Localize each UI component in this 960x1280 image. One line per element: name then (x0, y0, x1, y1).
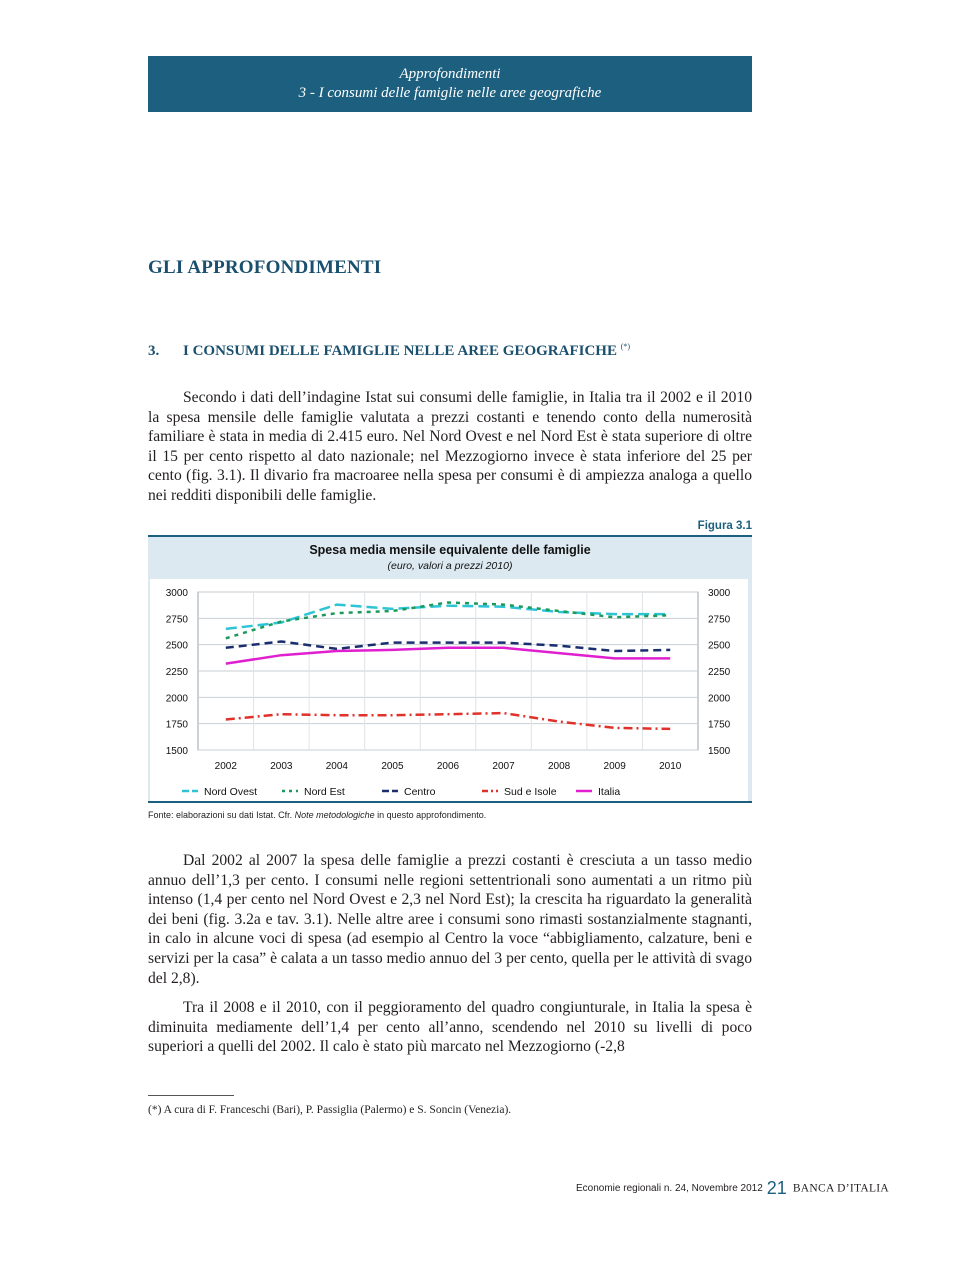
page-footer (576, 1178, 889, 1199)
chart-area (150, 579, 748, 801)
figure-source-italic[interactable]: Note metodologiche (294, 810, 375, 820)
y-tick-label-right: 2750 (708, 614, 731, 626)
legend-label: Nord Est (304, 786, 345, 798)
paragraph-2-text: Dal 2002 al 2007 la spesa delle famiglie a prezzi costanti è cresciuta a un tasso medio annuo dell’1,3 per cento. I consumi nelle regioni settentrionali sono aumentati a un ritmo più intenso (1,4 per cento nel Nord Ovest e 2,3 nel Nord Est); la crescita ha riguardato la generalità dei beni (fig. 3.2a e tav. 3.1). Nelle altre aree i consumi sono rimasti sostanzialmente stagnanti, in calo in alcune voci di spesa (ad esempio al Centro la voce “abbigliamento, calzature, beni e servizi per la casa” è calata a un tasso medio annuo del 3 per cento, quella per le attività di svago del 2,8). (148, 852, 753, 987)
footnote: (*) A cura di F. Franceschi (Bari), P. Passiglia (Palermo) e S. Soncin (Venezia). (148, 1104, 512, 1116)
running-header-line1: Approfondimenti (399, 66, 501, 82)
figure-label: Figura 3.1 (697, 520, 752, 532)
paragraph-3-text: Tra il 2008 e il 2010, con il peggioramento del quadro congiunturale, in Italia la spesa è diminuita mediamente dell’1,4 per cento all’anno, scendendo nel 2010 su livelli di poco superiori a quelli del 2002. Il calo è stato più marcato nel Mezzogiorno (-2,8 (148, 999, 752, 1056)
chapter-title-text: I CONSUMI DELLE FAMIGLIE NELLE AREE GEOGRAFICHE (183, 343, 617, 359)
x-tick-label: 2007 (492, 761, 515, 772)
y-tick-label-left: 2500 (165, 640, 188, 652)
chart-title: Spesa media mensile equivalente delle famiglie (309, 543, 591, 557)
legend-label: Italia (598, 786, 621, 798)
y-tick-label-left: 2750 (165, 614, 188, 626)
y-tick-label-right: 1750 (708, 719, 731, 731)
chart-subtitle: (euro, valori a prezzi 2010) (387, 560, 513, 572)
y-tick-label-left: 3000 (165, 588, 188, 599)
x-tick-label: 2006 (436, 761, 460, 772)
y-tick-label-right: 2250 (708, 667, 731, 678)
x-tick-label: 2008 (547, 761, 571, 772)
legend-label: Sud e Isole (504, 786, 557, 798)
legend-label: Centro (404, 786, 436, 798)
y-tick-label-right: 2500 (708, 640, 731, 652)
chapter-title (148, 342, 630, 360)
legend-label: Nord Ovest (204, 786, 258, 798)
x-tick-label: 2005 (381, 761, 404, 772)
y-tick-label-right: 3000 (708, 588, 731, 599)
figure-source-suffix: in questo approfondimento. (374, 810, 487, 820)
section-heading: GLI APPROFONDIMENTI (148, 257, 382, 278)
y-tick-label-left: 1500 (165, 746, 188, 757)
figure-source (148, 810, 486, 820)
running-header-line2: 3 - I consumi delle famiglie nelle aree geografiche (298, 85, 602, 101)
footnote-divider (148, 1095, 234, 1096)
figure-source-prefix: Fonte: elaborazioni su dati Istat. Cfr. (148, 810, 295, 820)
footer-organization: BANCA D’ITALIA (792, 1182, 890, 1195)
chapter-number: 3. (148, 343, 160, 359)
x-tick-label: 2010 (659, 761, 682, 772)
paragraph-3 (148, 998, 752, 1057)
x-tick-label: 2004 (325, 761, 349, 772)
paragraph-1 (148, 388, 752, 506)
y-tick-label-left: 2000 (165, 693, 188, 705)
page-number: 21 (766, 1178, 787, 1198)
x-tick-label: 2003 (270, 761, 293, 772)
paragraph-1-text: Secondo i dati dell’indagine Istat sui consumi delle famiglie, in Italia tra il 2002 e il 2010 la spesa mensile delle famiglie valutata a prezzi costanti e tenendo conto della numerosità familiare è stata in media di 2.415 euro. Nel Nord Ovest e nel Nord Est è stata superiore di oltre il 15 per cento rispetto al dato nazionale; nel Mezzogiorno invece è stata inferiore del 25 per cento (fig. 3.1). Il divario fra macroaree nella spesa per consumi è di ampiezza analoga a quello nei redditi disponibili delle famiglie. (148, 389, 752, 504)
y-tick-label-left: 2250 (165, 667, 188, 678)
line-chart (150, 579, 748, 801)
y-tick-label-right: 2000 (708, 693, 731, 705)
y-tick-label-right: 1500 (708, 746, 731, 757)
running-header (148, 56, 752, 112)
figure-box (148, 535, 752, 803)
x-tick-label: 2002 (214, 761, 237, 772)
footnote-mark[interactable]: (*) (620, 342, 631, 351)
paragraph-2 (148, 851, 752, 988)
y-tick-label-left: 1750 (165, 719, 188, 731)
x-tick-label: 2009 (603, 761, 626, 772)
footer-publication: Economie regionali n. 24, Novembre 2012 (576, 1183, 763, 1194)
